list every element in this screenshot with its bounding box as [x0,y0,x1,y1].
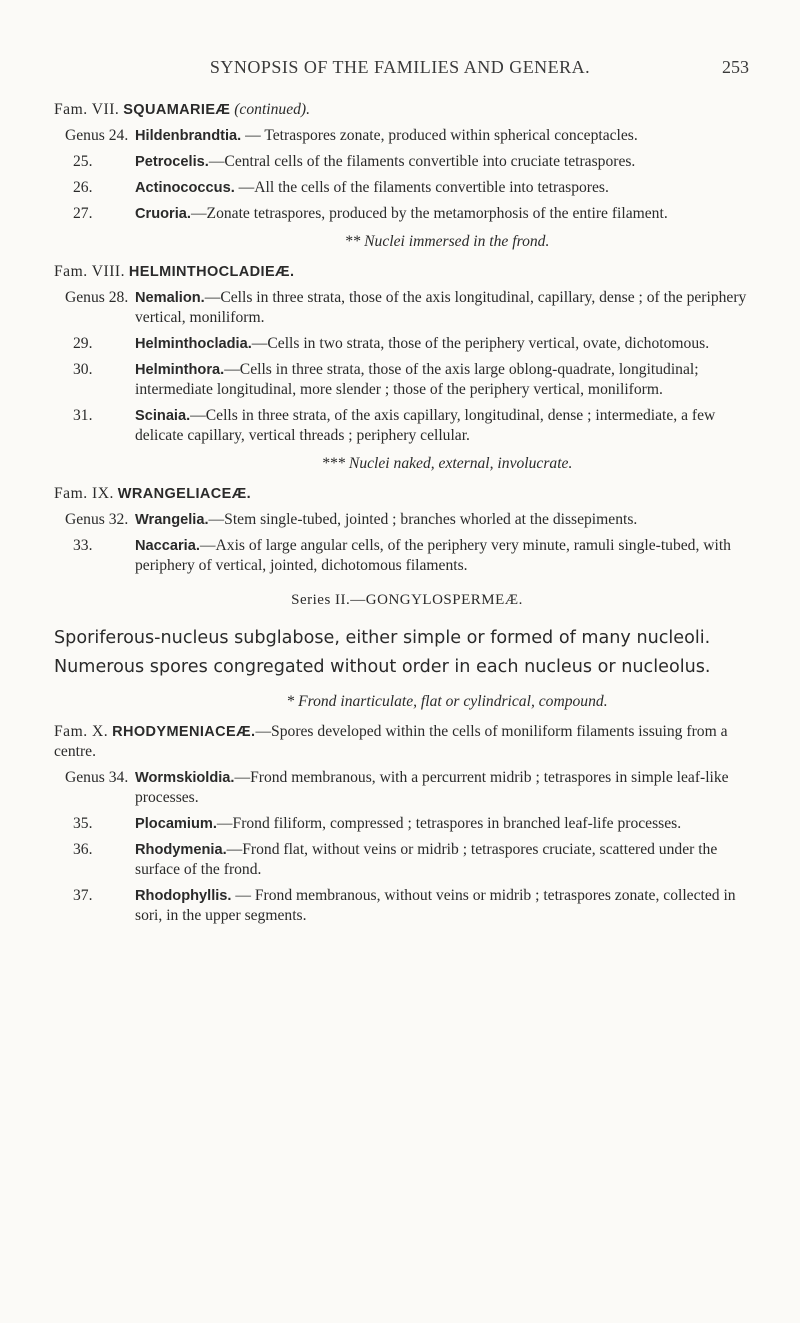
family-heading: Fam. VII. SQUAMARIEÆ (continued). [54,101,311,118]
genus-name: Rhodophyllis. [135,888,232,904]
genus-description: —Cells in two strata, those of the periphery vertical, ovate, dichotomous. [251,335,710,352]
genus-entry [54,152,760,172]
subgroup-heading: * Frond inarticulate, flat or cylindrical, compound. [286,693,608,710]
genus-number: Genus 24. [65,127,129,144]
family-heading: Fam. VIII. HELMINTHOCLADIEÆ. [54,263,295,280]
genus-description: —Frond flat, without veins or midrib ; tetraspores cruciate, scattered under the surface of the frond. [135,841,718,878]
genus-entry [54,178,760,198]
running-title: SYNOPSIS OF THE FAMILIES AND GENERA. [209,57,591,77]
genus-description: — Tetraspores zonate, produced within spherical conceptacles. [241,127,638,144]
genus-entry [54,334,760,354]
genus-name: Cruoria. [135,206,191,222]
genus-name: Helminthora. [135,362,225,378]
page-number: 253 [722,57,749,77]
genus-entry [54,288,760,328]
genus-name: Actinococcus. [135,180,235,196]
genus-number: 33. [73,537,93,554]
genus-number: 35. [73,815,93,832]
genus-description: —Frond membranous, with a percurrent midrib ; tetraspores in simple leaf-like processes. [135,769,729,806]
genus-name: Scinaia. [135,408,191,424]
genus-description: —Cells in three strata, of the axis capillary, longitudinal, dense ; intermediate, a few delicate capillary, vertical threads ; periphery cellular. [135,407,716,444]
genus-description: —Cells in three strata, those of the axis large oblong-quadrate, longitudinal; intermediate longitudinal, more slender ; those of the periphery vertical, moniliform. [135,361,699,398]
subgroup-heading: *** Nuclei naked, external, involucrate. [321,455,573,472]
genus-number: 27. [73,205,93,222]
genus-name: Nemalion. [135,290,205,306]
genus-entry [54,840,760,880]
family-heading: Fam. X. RHODYMENIACEÆ.—Spores developed within the cells of moniliform filaments issuing from a centre. [54,723,728,760]
genus-description: —All the cells of the filaments convertible into tetraspores. [234,179,609,196]
synopsis-body [54,100,760,932]
genus-entry [54,510,760,530]
genus-name: Helminthocladia. [135,336,252,352]
genus-name: Plocamium. [135,816,217,832]
genus-entry [54,204,760,224]
genus-entry [54,886,760,926]
genus-number: 29. [73,335,93,352]
genus-entry [54,126,760,146]
genus-number: Genus 32. [65,511,129,528]
genus-description: —Cells in three strata, those of the axis longitudinal, capillary, dense ; of the periphery vertical, moniliform. [135,289,747,326]
genus-name: Petrocelis. [135,154,209,170]
genus-number: 30. [73,361,93,378]
genus-number: 36. [73,841,93,858]
genus-name: Hildenbrandtia. [135,128,242,144]
genus-number: 26. [73,179,93,196]
page-header [0,57,800,81]
genus-number: Genus 34. [65,769,129,786]
genus-description: — Frond membranous, without veins or midrib ; tetraspores zonate, collected in sori, in the upper segments. [135,887,736,924]
genus-name: Wrangelia. [135,512,209,528]
genus-entry [54,406,760,446]
genus-name: Rhodymenia. [135,842,227,858]
subgroup-heading: ** Nuclei immersed in the frond. [344,233,550,250]
genus-number: Genus 28. [65,289,129,306]
genus-number: 31. [73,407,93,424]
genus-description: —Stem single-tubed, jointed ; branches whorled at the dissepiments. [208,511,638,528]
series-heading: Series II.—GONGYLOSPERMEÆ. [291,592,523,608]
genus-description: —Axis of large angular cells, of the periphery very minute, ramuli single-tubed, with periphery of vertical, jointed, dichotomous filaments. [135,537,731,574]
genus-number: 25. [73,153,93,170]
genus-description: —Zonate tetraspores, produced by the metamorphosis of the entire filament. [190,205,668,222]
genus-name: Naccaria. [135,538,200,554]
genus-entry [54,360,760,400]
genus-name: Wormskioldia. [135,770,235,786]
family-heading: Fam. IX. WRANGELIACEÆ. [54,485,252,502]
genus-description: —Central cells of the filaments convertible into cruciate tetraspores. [208,153,636,170]
genus-description: —Frond filiform, compressed ; tetraspores in branched leaf-life processes. [216,815,682,832]
genus-entry [54,768,760,808]
genus-entry [54,814,760,834]
genus-entry [54,536,760,576]
genus-number: 37. [73,887,93,904]
series-description: Sporiferous-nucleus subglabose, either simple or formed of many nucleoli. Numerous spores congregated without order in each nucleus or nucleolus. [54,628,711,677]
